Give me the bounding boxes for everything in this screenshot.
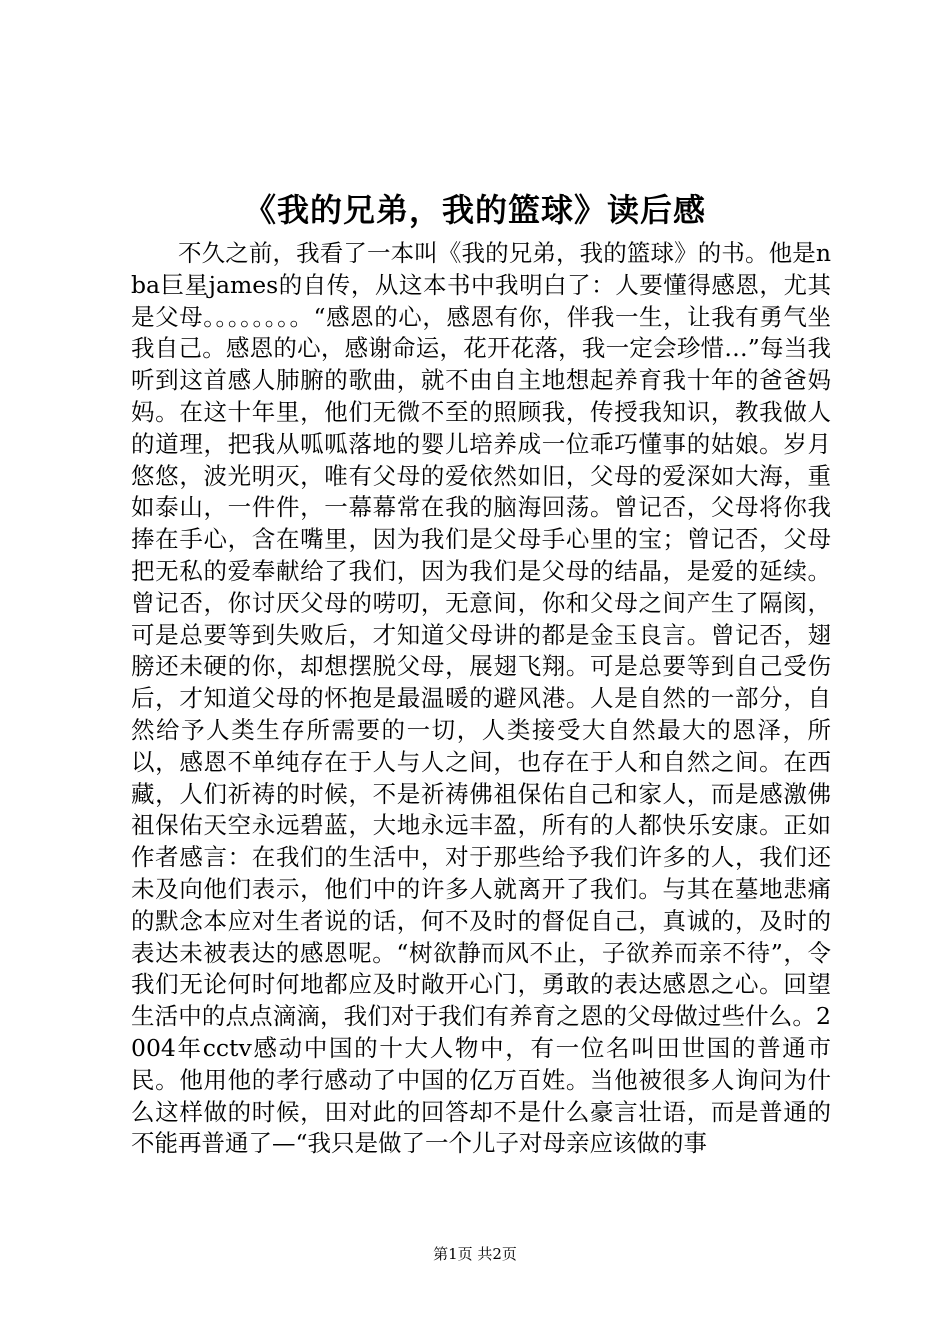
page-number-footer: 第1页 共2页 — [433, 1245, 517, 1263]
body-paragraph: 不久之前，我看了一本叫《我的兄弟，我的篮球》的书。他是nba巨星james的自传，从这本书中我明白了：人要懂得感恩，尤其是父母。。。。。。。。“感恩的心，感恩有你，伴我一生，让我有勇气坐我自己。感恩的心，感谢命运，花开花落，我一定会珍惜…”每当我听到这首感人肺腑的歌曲，就不由自主地想起养育我十年的爸爸妈妈。在这十年里，他们无微不至的照顾我，传授我知识，教我做人的道理，把我从呱呱落地的婴儿培养成一位乖巧懂事的姑娘。岁月悠悠，波光明灭，唯有父母的爱依然如旧，父母的爱深如大海，重如泰山，一件件，一幕幕常在我的脑海回荡。曾记否，父母将你我捧在手心，含在嘴里，因为我们是父母手心里的宝；曾记否，父母把无私的爱奉献给了我们，因为我们是父母的结晶，是爱的延续。曾记否，你讨厌父母的唠叨，无意间，你和父母之间产生了隔阂，可是总要等到失败后，才知道父母讲的都是金玉良言。曾记否，翅膀还未硬的你，却想摆脱父母，展翅飞翔。可是总要等到自己受伤后，才知道父母的怀抱是最温暖的避风港。人是自然的一部分，自然给予人类生存所需要的一切，人类接受大自然最大的恩泽，所以，感恩不单纯存在于人与人之间，也存在于人和自然之间。在西藏，人们祈祷的时候，不是祈祷佛祖保佑自己和家人，而是感激佛祖保佑天空永远碧蓝，大地永远丰盈，所有的人都快乐安康。正如作者感言：在我们的生活中，对于那些给予我们许多的人，我们还未及向他们表示，他们中的许多人就离开了我们。与其在墓地悲痛的默念本应对生者说的话，何不及时的督促自己，真诚的，及时的表达未被表达的感恩呢。“树欲静而风不止，子欲养而亲不待”，令我们无论何时何地都应及时敞开心门，勇敢的表达感恩之心。回望生活中的点点滴滴，我们对于我们有养育之恩的父母做过些什么。2004年cctv感动中国的十大人物中，有一位名叫田世国的普通市民。他用他的孝行感动了中国的亿万百姓。当他被很多人询问为什么这样做的时候，田对此的回答却不是什么豪言壮语，而是普通的不能再普通了—“我只是做了一个儿子对母亲应该做的事 — [131, 239, 831, 1158]
document-title: 《我的兄弟，我的篮球》读后感 — [243, 191, 706, 229]
